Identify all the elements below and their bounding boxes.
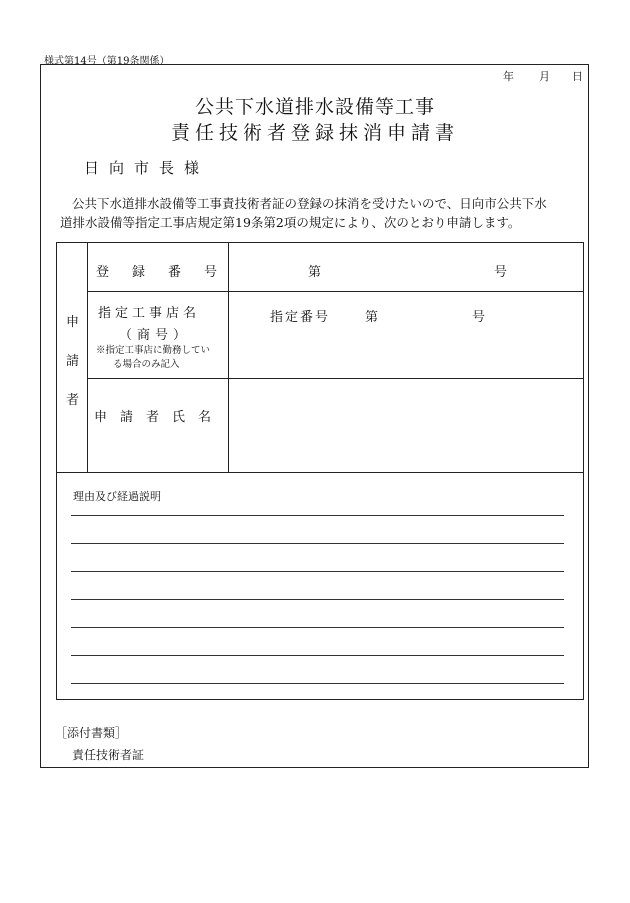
contractor-trade-name-label: （商号） <box>119 328 192 343</box>
form-number: 様式第14号（第19条関係） <box>44 56 170 67</box>
applicant-name-field[interactable] <box>240 390 570 460</box>
contractor-note-line2: る場合のみ記入 <box>113 359 180 370</box>
table-row-divider-1 <box>87 291 584 292</box>
form-title-line2: 責任技術者登録抹消申請書 <box>170 122 459 144</box>
addressee: 日向市長様 <box>84 159 210 177</box>
contractor-name-field[interactable] <box>240 330 570 370</box>
reason-line[interactable] <box>71 515 564 516</box>
application-statement-line2: 道排水設備等指定工事店規定第19条第2項の規定により、次のとおり申請します。 <box>60 215 521 230</box>
applicant-side-label-char-1: 申 <box>66 315 80 330</box>
registration-number-go: 号 <box>494 265 508 280</box>
reason-label: 理由及び経過説明 <box>73 490 161 503</box>
reason-line[interactable] <box>71 571 564 572</box>
attachments-label: ［添付書類］ <box>55 726 128 740</box>
designation-number-label: 指定番号 <box>270 310 331 325</box>
table-row-divider-3 <box>56 472 584 473</box>
table-divider-label <box>228 242 229 472</box>
applicant-side-label-char-3: 者 <box>66 393 80 408</box>
reason-line[interactable] <box>71 599 564 600</box>
date-month-label: 月 <box>539 70 550 83</box>
reason-line[interactable] <box>71 543 564 544</box>
registration-number-dai: 第 <box>308 265 322 280</box>
attachment-item: 責任技術者証 <box>72 748 145 762</box>
registration-number-label: 登 録 番 号 <box>96 265 223 280</box>
reason-line[interactable] <box>71 683 564 684</box>
reason-line[interactable] <box>71 627 564 628</box>
date-day-label: 日 <box>572 70 583 83</box>
designation-number-go: 号 <box>472 310 486 325</box>
contractor-name-label: 指定工事店名 <box>98 306 201 321</box>
application-statement <box>60 194 580 232</box>
reason-line[interactable] <box>71 655 564 656</box>
contractor-note-line1: ※指定工事店に勤務してい <box>96 345 211 356</box>
form-title-line1: 公共下水道排水設備等工事 <box>194 96 435 118</box>
applicant-name-label: 申 請 者 氏 名 <box>94 410 212 425</box>
designation-number-dai: 第 <box>365 310 379 325</box>
table-divider-side <box>87 242 88 472</box>
date-year-label: 年 <box>503 70 514 83</box>
applicant-side-label-char-2: 請 <box>66 354 80 369</box>
application-statement-line1: 公共下水道排水設備等工事責技術者証の登録の抹消を受けたいので、日向市公共下水 <box>72 196 547 211</box>
registration-number-field[interactable] <box>345 256 485 278</box>
table-row-divider-2 <box>87 378 584 379</box>
